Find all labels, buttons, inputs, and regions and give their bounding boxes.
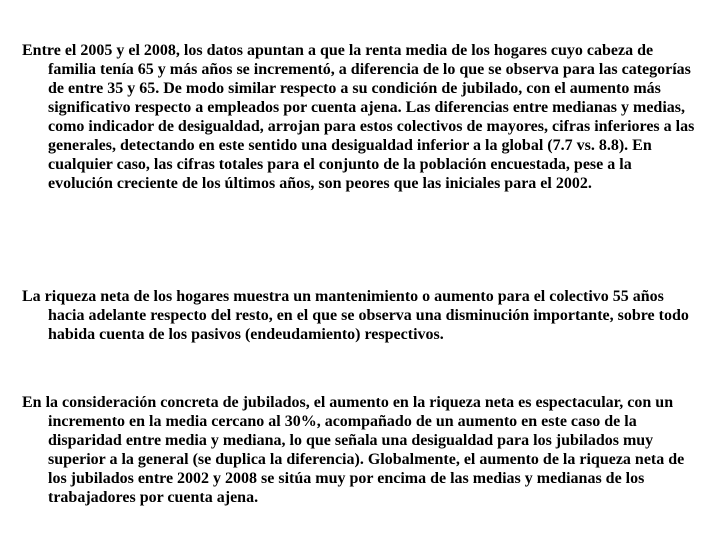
paragraph-retirees-wealth: En la consideración concreta de jubilados, el aumento en la riqueza neta es espectacular, con un incremento en la media cercano al 30%, acompañado de un aumento en este caso de la disparidad entre media y mediana, lo que señala una desigualdad para los jubilados muy superior a la general (se duplica la diferencia). Globalmente, el aumento de la riqueza neta de los jubilados entre 2002 y 2008 se sitúa muy por encima de las medias y medianas de los trabajadores por cuenta ajena. <box>22 394 685 506</box>
paragraph-income-evolution: Entre el 2005 y el 2008, los datos apuntan a que la renta media de los hogares cuyo cabeza de familia tenía 65 y más años se incrementó, a diferencia de lo que se observa para las categorías de entre 35 y 65. De modo similar respecto a su condición de jubilado, con el aumento más significativo respecto a empleados por cuenta ajena. Las diferencias entre medianas y medias, como indicador de desigualdad, arrojan para estos colectivos de mayores, cifras inferiores a las generales, detectando en este sentido una desigualdad inferior a la global (7.7 vs. 8.8). En cualquier caso, las cifras totales para el conjunto de la población encuestada, pese a la evolución creciente de los últimos años, son peores que las iniciales para el 2002. <box>22 42 695 192</box>
paragraph-net-wealth: La riqueza neta de los hogares muestra un mantenimiento o aumento para el colectivo 55 años hacia adelante respecto del resto, en el que se observa una disminución importante, sobre todo habida cuenta de los pasivos (endeudamiento) respectivos. <box>22 288 689 343</box>
